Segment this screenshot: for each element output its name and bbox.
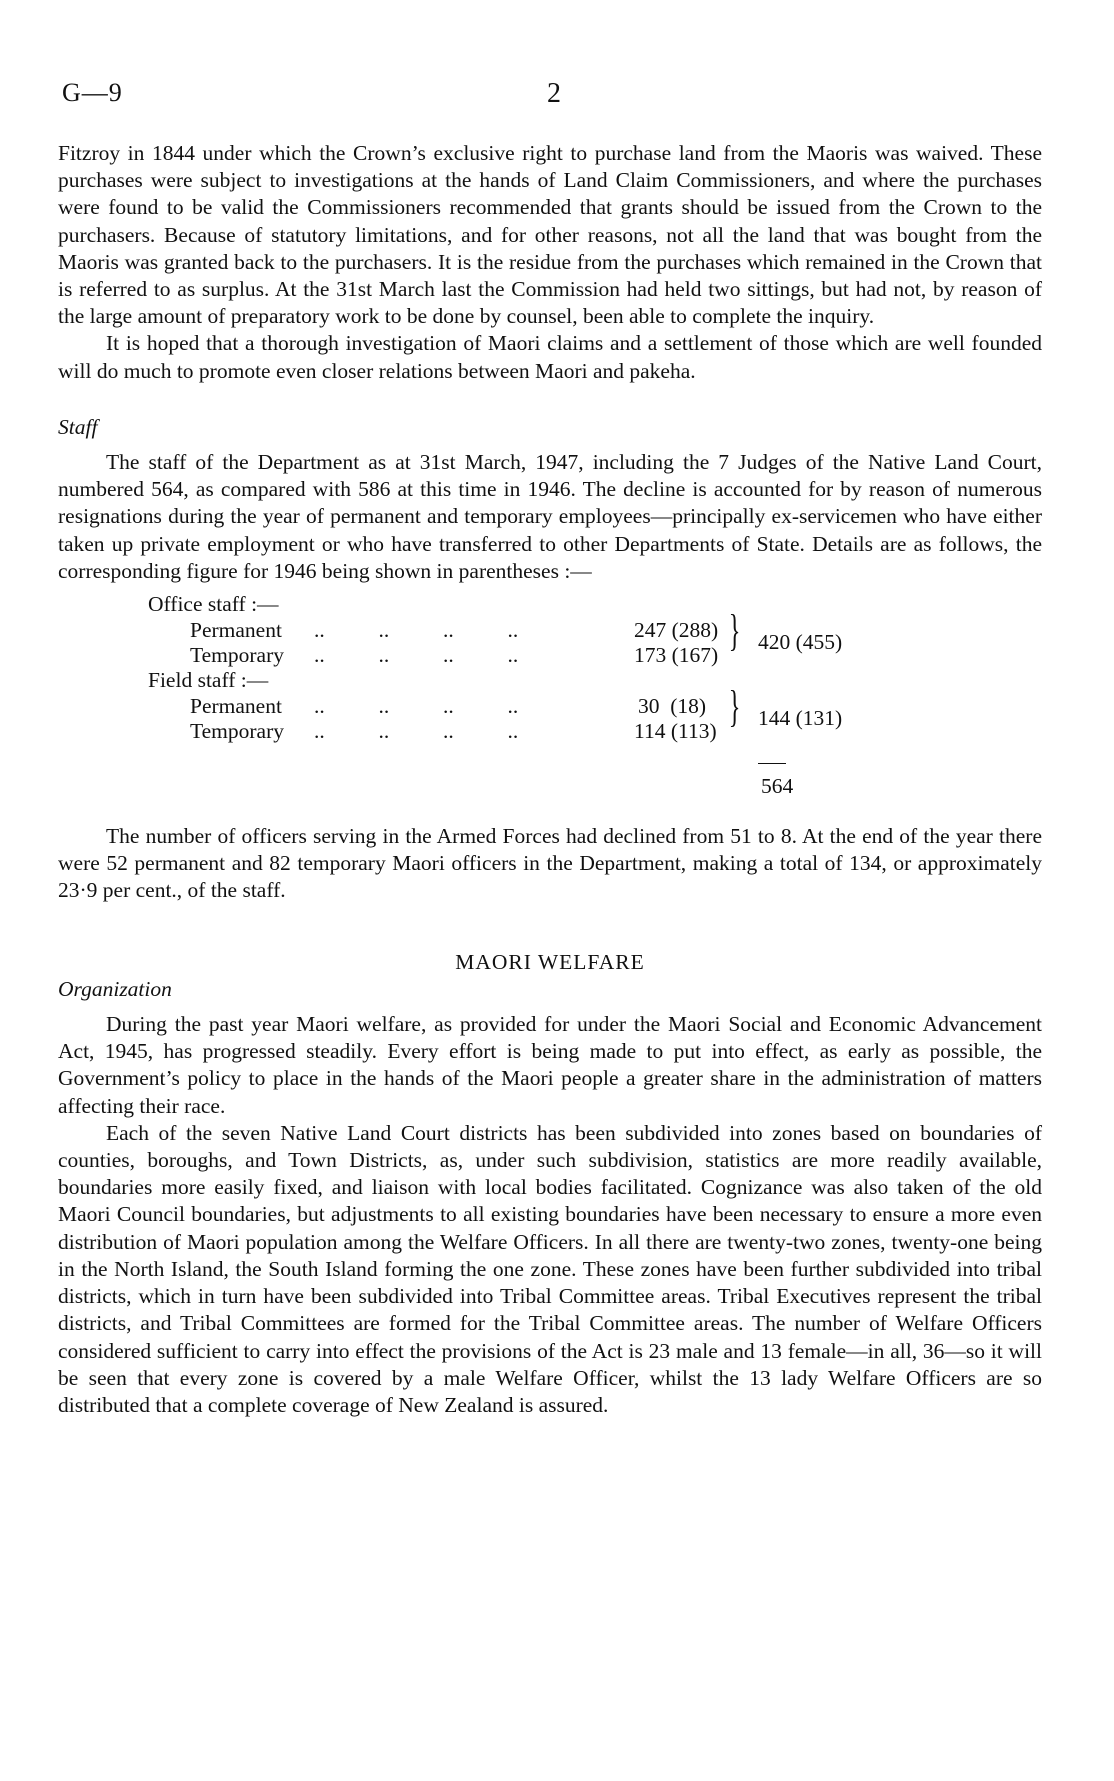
document-body: [58, 140, 1042, 1419]
paragraph-staff-numbers: The staff of the Department as at 31st March, 1947, including the 7 Judges of the Native Land Court, numbered 564, as compared with 586 at this time in 1946. The decline is accounted for by reason of numerous resignations during the year of permanent and temporary employees—principally ex-servicemen who have either taken up private employment or who have transferred to other Departments of State. Details are as follows, the corresponding figure for 1946 being shown in parentheses :—: [58, 450, 1042, 583]
page-header: [58, 78, 1058, 118]
office-temporary-value: 173 (167): [634, 643, 719, 668]
paragraph-maori-claims: It is hoped that a thorough investigation of Maori claims and a settlement of those which are well founded will do much to promote even closer relations between Maori and pakeha.: [58, 331, 1042, 383]
field-permanent-value: 30 (18): [638, 694, 707, 719]
field-temporary-label: Temporary: [190, 719, 285, 744]
page-number: 2: [547, 78, 561, 109]
office-temporary-label: Temporary: [190, 643, 285, 668]
field-temporary-value: 114 (113): [634, 719, 717, 744]
paragraph-zones: Each of the seven Native Land Court districts has been subdivided into zones based on boundaries of counties, boroughs, and Town Districts, as, under such subdivision, statistics are more readily available, boundaries more easily fixed, and liaison with local bodies facilitated. Cognizance was also taken of the old Maori Council boundaries, but adjustments to all existing boundaries have been necessary to ensure a more even distribution of Maori population among the Welfare Officers. In all there are twenty-two zones, twenty-one being in the North Island, the South Island forming the one zone. These zones have been further subdivided into tribal districts, which in turn have been subdivided into Tribal Committee areas. Tribal Executives represent the tribal districts, and Tribal Committees are formed for the Tribal Committee areas. The number of Welfare Officers considered sufficient to carry into effect the provisions of the Act is 23 male and 13 female—in all, 36—so it will be seen that every zone is covered by a male Welfare Officer, whilst the 13 lady Welfare Officers are so distributed that a complete coverage of New Zealand is assured.: [58, 1120, 1042, 1417]
field-permanent-label: Permanent: [190, 694, 282, 719]
office-permanent-value: 247 (288): [634, 618, 719, 643]
office-permanent-leader: .. .. .. ..: [314, 618, 519, 643]
paragraph-armed-forces: The number of officers serving in the Armed Forces had declined from 51 to 8. At the end of the year there were 52 permanent and 82 temporary Maori officers in the Department, making a total of 134, or approximately 23·9 per cent., of the staff.: [58, 824, 1042, 903]
field-staff-label: Field staff :—: [148, 668, 269, 693]
office-permanent-label: Permanent: [190, 618, 282, 643]
office-total: 420 (455): [758, 630, 843, 655]
section-heading-staff: Staff: [58, 414, 98, 439]
section-heading-maori-welfare: MAORI WELFARE: [455, 949, 645, 974]
document-reference: G—9: [62, 78, 123, 107]
field-total: 144 (131): [758, 706, 843, 731]
field-temporary-leader: .. .. .. ..: [314, 719, 519, 744]
total-rule: [758, 763, 786, 764]
field-permanent-leader: .. .. .. ..: [314, 694, 519, 719]
office-staff-label: Office staff :—: [148, 592, 279, 617]
office-brace-icon: }: [728, 606, 741, 656]
subheading-organization: Organization: [58, 976, 172, 1001]
paragraph-surplus-lands: Fitzroy in 1844 under which the Crown’s exclusive right to purchase land from the Maoris was waived. These purchases were subject to investigations at the hands of Land Claim Commissioners, and where the purchases were found to be valid the Commissioners recommended that grants should be issued from the Crown to the purchasers. Because of statutory limitations, and for other reasons, not all the land that was bought from the Maoris was granted back to the purchasers. It is the residue from the purchases which remained in the Crown that is referred to as surplus. At the 31st March last the Commission had held two sittings, but had not, by reason of the large amount of preparatory work to be done by counsel, been able to complete the inquiry.: [58, 141, 1042, 329]
paragraph-welfare-progress: During the past year Maori welfare, as provided for under the Maori Social and Economic Advancement Act, 1945, has progressed steadily. Every effort is being made to put into effect, as early as possible, the Government’s policy to place in the hands of the Maori people a greater share in the administration of matters affecting their race.: [58, 1012, 1042, 1118]
grand-total: 564: [761, 774, 794, 799]
staff-table: [58, 591, 1042, 811]
field-brace-icon: }: [728, 682, 741, 732]
office-temporary-leader: .. .. .. ..: [314, 643, 519, 668]
